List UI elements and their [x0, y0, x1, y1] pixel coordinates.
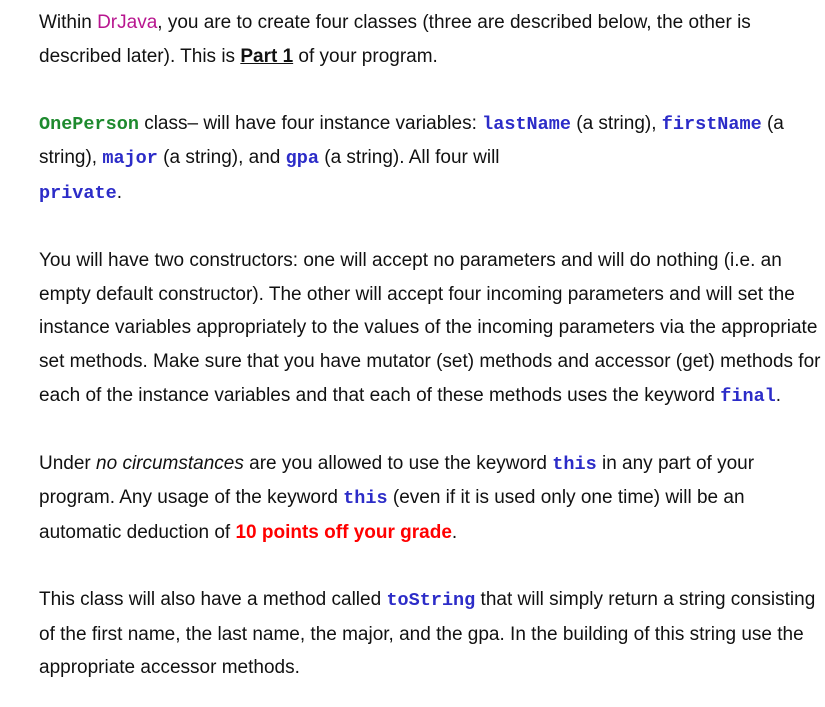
- var-lastname: lastName: [482, 113, 571, 135]
- rule-emphasis: no circumstances: [96, 452, 244, 474]
- paragraph-gap: [39, 413, 821, 447]
- keyword-final: final: [720, 385, 776, 407]
- tostring-text-2: that will simply return a string consisting of the first name, the last name, the major, and the gpa. In the building of this string use the appropriate accessor methods.: [39, 589, 816, 679]
- class-text-5: (a string). All four will: [318, 147, 500, 169]
- intro-text-1: Within: [39, 12, 98, 33]
- this-rule-paragraph: [39, 447, 821, 550]
- assignment-document: [39, 6, 821, 685]
- constructors-text-2: .: [775, 384, 782, 406]
- paragraph-gap: [39, 73, 821, 107]
- class-text-4: (a string), and: [157, 147, 286, 169]
- drjava-name: DrJava: [97, 12, 158, 33]
- constructors-paragraph: [39, 244, 821, 413]
- var-firstname: firstName: [661, 113, 762, 135]
- class-text-6: .: [116, 181, 122, 203]
- var-gpa: gpa: [285, 148, 319, 170]
- rule-text-3: in any part of your program. Any usage of the keyword: [39, 452, 755, 509]
- intro-paragraph: [39, 6, 821, 73]
- rule-text-5: .: [451, 521, 458, 543]
- class-text-3: (a string),: [39, 112, 784, 169]
- class-description-paragraph: [39, 107, 821, 211]
- keyword-this-2: this: [343, 488, 388, 510]
- paragraph-gap: [39, 211, 821, 245]
- paragraph-gap: [39, 550, 821, 584]
- rule-text-4: (even if it is used only one time) will be an automatic deduction of: [39, 487, 745, 543]
- tostring-text-1: This class will also have a method called: [39, 589, 387, 611]
- var-major: major: [102, 148, 158, 170]
- rule-text-1: Under: [39, 452, 97, 474]
- method-tostring: toString: [386, 590, 476, 612]
- class-name: OnePerson: [39, 113, 139, 135]
- penalty-text: 10 points off your grade: [235, 521, 452, 543]
- class-text-2: (a string),: [570, 112, 662, 134]
- class-text-1: class– will have four instance variables:: [138, 112, 483, 134]
- rule-text-2: are you allowed to use the keyword: [243, 452, 553, 474]
- constructors-text-1: You will have two constructors: one will accept no parameters and will do nothing (i.e. an empty default constructor). The other will accept four incoming parameters and will set the instance variables appropriately to the values of the incoming parameters via the appropriate set methods. Make sure that you have mutator (set) methods and accessor (get) methods for each of the instance variables and that each of these methods uses the keyword: [39, 250, 821, 406]
- keyword-private: private: [39, 182, 117, 204]
- intro-text-3: of your program.: [293, 45, 438, 67]
- tostring-paragraph: [39, 583, 821, 685]
- keyword-this-1: this: [552, 453, 597, 475]
- intro-text-2: , you are to create four classes (three are described below, the other is described later). This is: [39, 12, 751, 67]
- part-label: Part 1: [240, 45, 294, 67]
